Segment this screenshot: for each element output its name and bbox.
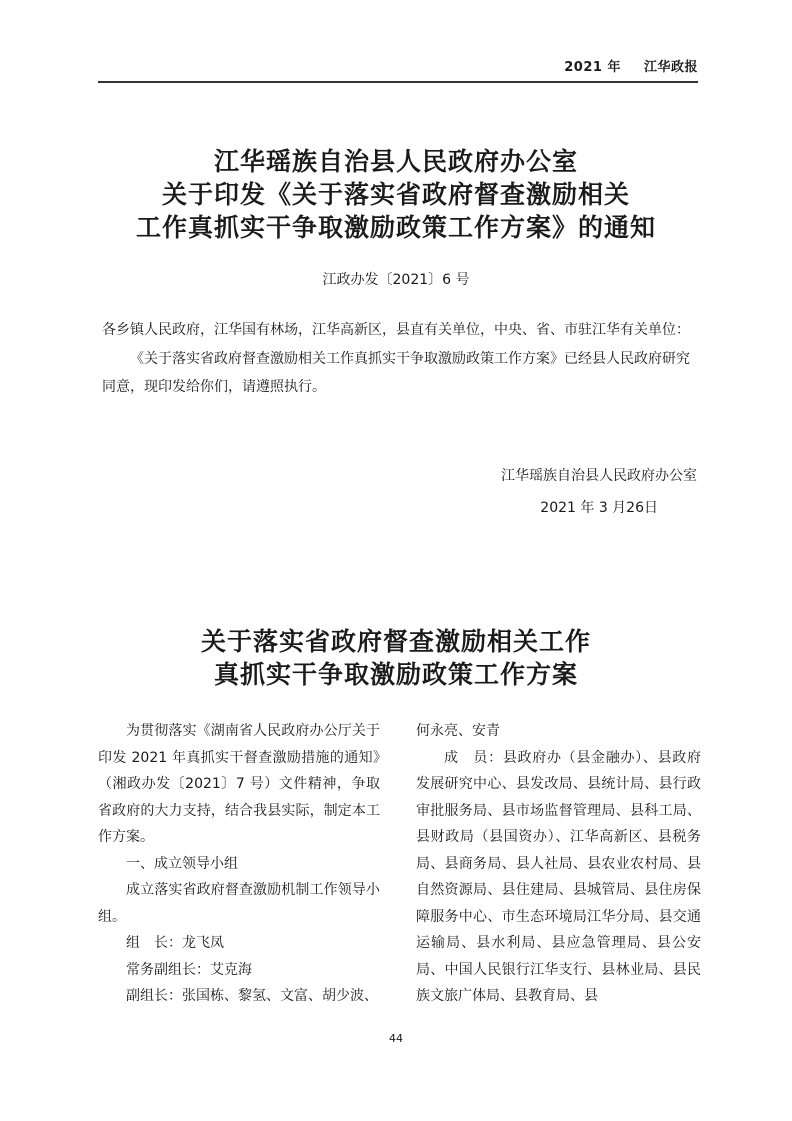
- members-list: 成 员：县政府办（县金融办）、县政府发展研究中心、县发改局、县统计局、县行政审批服务局、县市场监督管理局、县科工局、县财政局（县国资办）、江华高新区、县税务局、县商务局、县人社局、县农业农村局、县自然资源局、县住建局、县城管局、县住房保障服务中心、市生态环境局江华分局、县交通运输局、县水利局、县应急管理局、县公安局、中国人民银行江华支行、县林业局、县民族文旅广体局、县教育局、县: [416, 749, 701, 1004]
- notice-title-line: 关于印发《关于落实省政府督查激励相关: [161, 180, 630, 209]
- plan-intro: 为贯彻落实《湖南省人民政府办公厅关于印发 2021 年真抓实干督查激励措施的通知》（湘政办发〔2021〕7 号）文件精神，争取省政府的大力支持，结合我县实际，制定本工作方案。: [98, 723, 380, 845]
- leader-line: 组 长：龙飞凤: [126, 935, 224, 951]
- notice-title-line: 工作真抓实干争取激励政策工作方案》的通知: [135, 213, 656, 242]
- header-text: [546, 56, 698, 75]
- plan-title-line: 真抓实干争取激励政策工作方案: [213, 660, 578, 689]
- plan-title: [0, 625, 792, 691]
- page-number: 44: [389, 1032, 403, 1045]
- plan-title-line: 关于落实省政府督查激励相关工作: [200, 627, 591, 656]
- section-heading: 一、成立领导小组: [126, 855, 238, 872]
- exec-deputy-line: 常务副组长：艾克海: [126, 961, 252, 978]
- section-text: 成立落实省政府督查激励机制工作领导小组。: [98, 882, 380, 925]
- deputies-line: 副组长：张国栋、黎氢、文富、胡少波、: [126, 988, 378, 1004]
- running-header: [98, 55, 698, 83]
- document-number: 江政办发〔2021〕6 号: [322, 272, 470, 288]
- sign-date: 2021 年 3 月26日: [540, 500, 658, 516]
- addressee: 各乡镇人民政府，江华国有林场，江华高新区，县直有关单位，中央、省、市驻江华有关单位：: [102, 322, 690, 338]
- signer: 江华瑶族自治县人民政府办公室: [501, 468, 697, 484]
- header-publication: 江华政报: [643, 60, 698, 75]
- right-column: [416, 718, 701, 1010]
- header-year: 2021 年: [564, 60, 621, 75]
- notice-body: 《关于落实省政府督查激励相关工作真抓实干争取激励政策工作方案》已经县人民政府研究同意，现印发给你们，请遵照执行。: [102, 351, 690, 395]
- left-column: [98, 718, 380, 1010]
- notice-title: [0, 145, 792, 244]
- deputies-continued: 何永亮、安青: [416, 723, 500, 739]
- notice-title-line: 江华瑶族自治县人民政府办公室: [213, 147, 578, 176]
